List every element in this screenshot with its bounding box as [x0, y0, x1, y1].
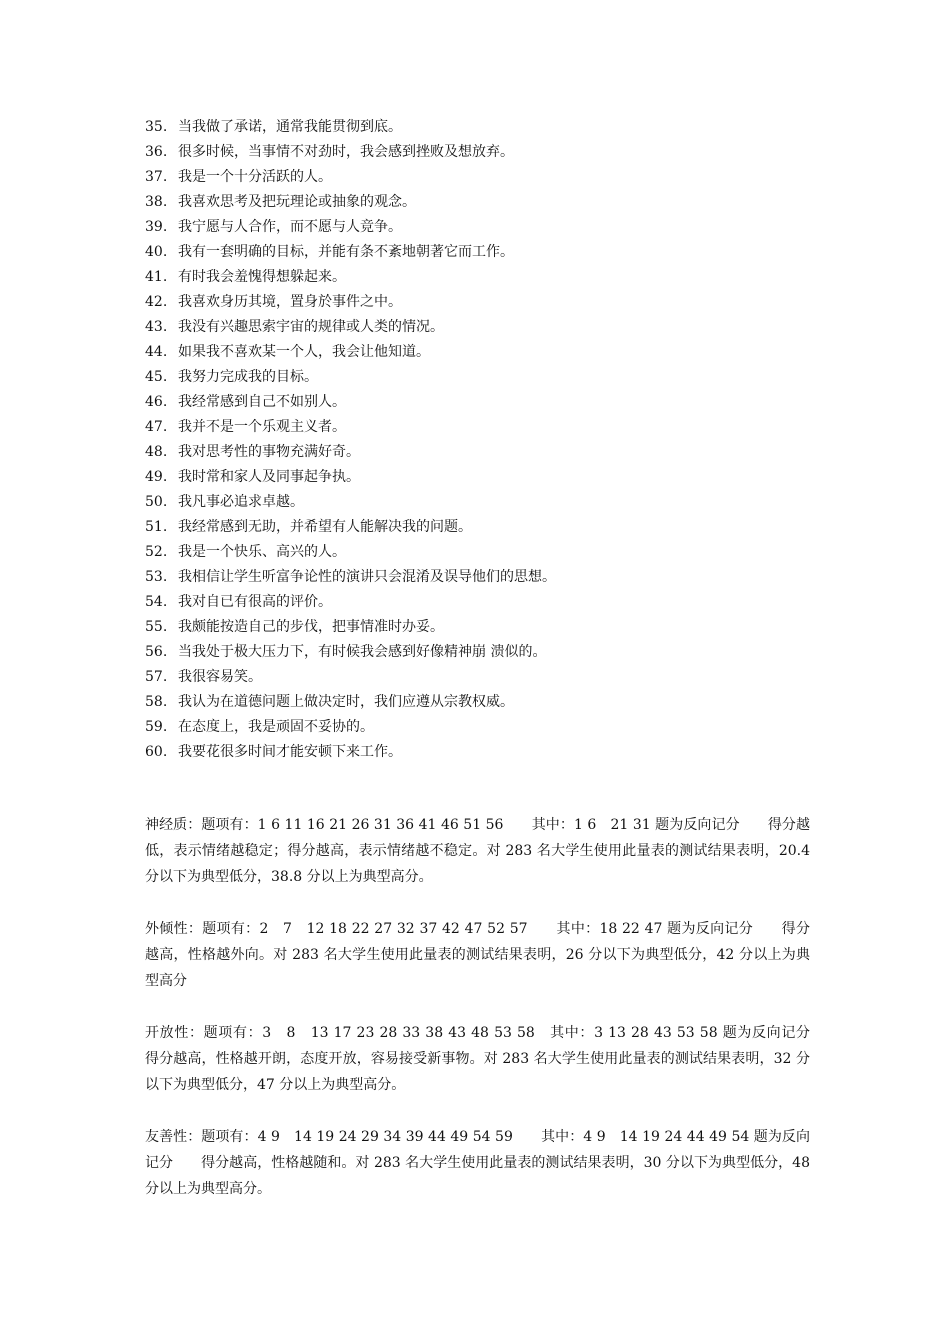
neuroticism-scoring: 神经质：题项有：1 6 11 16 21 26 31 36 41 46 51 56 其中：1 6 21 31 题为反向记分 得分越低，表示情绪越稳定；得分越高，表示情绪越不稳定。对 283 名大学生使用此量表的测试结果表明，20.4 分以下为典型低分，38.8 分以上为典型高分。: [145, 817, 810, 885]
list-item: [145, 415, 810, 440]
item-number: 49.: [145, 469, 168, 485]
item-number: 54.: [145, 594, 168, 610]
item-text: 我要花很多时间才能安顿下来工作。: [178, 744, 402, 760]
list-item: [145, 115, 810, 140]
item-text: 当我做了承诺，通常我能贯彻到底。: [178, 119, 402, 135]
item-number: 60.: [145, 744, 168, 760]
list-item: [145, 365, 810, 390]
list-item: [145, 690, 810, 715]
list-item: [145, 565, 810, 590]
item-text: 我对思考性的事物充满好奇。: [178, 444, 360, 460]
list-item: [145, 615, 810, 640]
scoring-section: [145, 812, 824, 1202]
item-text: 在态度上，我是顽固不妥协的。: [178, 719, 374, 735]
item-text: 我相信让学生听富争论性的演讲只会混淆及误导他们的思想。: [178, 569, 556, 585]
list-item: [145, 265, 810, 290]
item-text: 我是一个十分活跃的人。: [178, 169, 332, 185]
item-number: 55.: [145, 619, 168, 635]
list-item: [145, 590, 810, 615]
item-text: 如果我不喜欢某一个人，我会让他知道。: [178, 344, 430, 360]
list-item: [145, 240, 810, 265]
item-text: 我很容易笑。: [178, 669, 262, 685]
item-number: 47.: [145, 419, 168, 435]
item-number: 36.: [145, 144, 168, 160]
item-text: 我对自已有很高的评价。: [178, 594, 332, 610]
item-number: 48.: [145, 444, 168, 460]
item-text: 我喜欢思考及把玩理论或抽象的观念。: [178, 194, 416, 210]
item-text: 我是一个快乐、高兴的人。: [178, 544, 346, 560]
list-item: [145, 315, 810, 340]
item-number: 42.: [145, 294, 168, 310]
question-list: [145, 115, 810, 765]
item-number: 37.: [145, 169, 168, 185]
item-number: 40.: [145, 244, 168, 260]
item-text: 我经常感到自己不如别人。: [178, 394, 346, 410]
item-number: 50.: [145, 494, 168, 510]
item-number: 51.: [145, 519, 168, 535]
openness-scoring: 开放性：题项有：3 8 13 17 23 28 33 38 43 48 53 58 其中：3 13 28 43 53 58 题为反向记分 得分越高，性格越开朗，态度开放，容易接受新事物。对 283 名大学生使用此量表的测试结果表明，32 分以下为典型低分，47 分以上为典型高分。: [145, 1025, 824, 1093]
item-number: 52.: [145, 544, 168, 560]
item-text: 当我处于极大压力下，有时候我会感到好像精神崩 溃似的。: [178, 644, 547, 660]
list-item: [145, 715, 810, 740]
item-text: 我努力完成我的目标。: [178, 369, 318, 385]
item-text: 我颇能按造自己的步伐，把事情准时办妥。: [178, 619, 444, 635]
item-number: 38.: [145, 194, 168, 210]
item-number: 57.: [145, 669, 168, 685]
list-item: [145, 665, 810, 690]
item-text: 我有一套明确的目标，并能有条不紊地朝著它而工作。: [178, 244, 514, 260]
list-item: [145, 440, 810, 465]
item-text: 我宁愿与人合作，而不愿与人竞争。: [178, 219, 402, 235]
agreeableness-scoring: 友善性：题项有：4 9 14 19 24 29 34 39 44 49 54 59 其中：4 9 14 19 24 44 49 54 题为反向记分 得分越高，性格越随和。对 283 名大学生使用此量表的测试结果表明，30 分以下为典型低分，48 分以上为典型高分。: [145, 1129, 810, 1197]
item-number: 58.: [145, 694, 168, 710]
item-number: 39.: [145, 219, 168, 235]
document-page: [145, 115, 824, 1228]
item-number: 44.: [145, 344, 168, 360]
list-item: [145, 640, 810, 665]
list-item: [145, 290, 810, 315]
item-number: 59.: [145, 719, 168, 735]
item-text: 我凡事必追求卓越。: [178, 494, 304, 510]
item-number: 56.: [145, 644, 168, 660]
list-item: [145, 190, 810, 215]
item-text: 我认为在道德问题上做决定时，我们应遵从宗教权威。: [178, 694, 514, 710]
item-text: 我经常感到无助，并希望有人能解决我的问题。: [178, 519, 472, 535]
item-number: 43.: [145, 319, 168, 335]
item-text: 我没有兴趣思索宇宙的规律或人类的情况。: [178, 319, 444, 335]
list-item: [145, 465, 810, 490]
list-item: [145, 515, 810, 540]
list-item: [145, 540, 810, 565]
list-item: [145, 740, 810, 765]
item-number: 46.: [145, 394, 168, 410]
item-text: 我并不是一个乐观主义者。: [178, 419, 346, 435]
item-number: 45.: [145, 369, 168, 385]
item-text: 很多时候，当事情不对劲时，我会感到挫败及想放弃。: [178, 144, 514, 160]
item-number: 53.: [145, 569, 168, 585]
item-text: 有时我会羞愧得想躲起来。: [178, 269, 346, 285]
list-item: [145, 165, 810, 190]
item-number: 41.: [145, 269, 168, 285]
list-item: [145, 390, 810, 415]
list-item: [145, 490, 810, 515]
list-item: [145, 140, 810, 165]
extraversion-scoring: 外倾性：题项有：2 7 12 18 22 27 32 37 42 47 52 57 其中：18 22 47 题为反向记分 得分越高，性格越外向。对 283 名大学生使用此量表的测试结果表明，26 分以下为典型低分，42 分以上为典型高分: [145, 921, 810, 989]
list-item: [145, 340, 810, 365]
item-text: 我喜欢身历其境，置身於事件之中。: [178, 294, 402, 310]
item-number: 35.: [145, 119, 168, 135]
list-item: [145, 215, 810, 240]
item-text: 我时常和家人及同事起争执。: [178, 469, 360, 485]
